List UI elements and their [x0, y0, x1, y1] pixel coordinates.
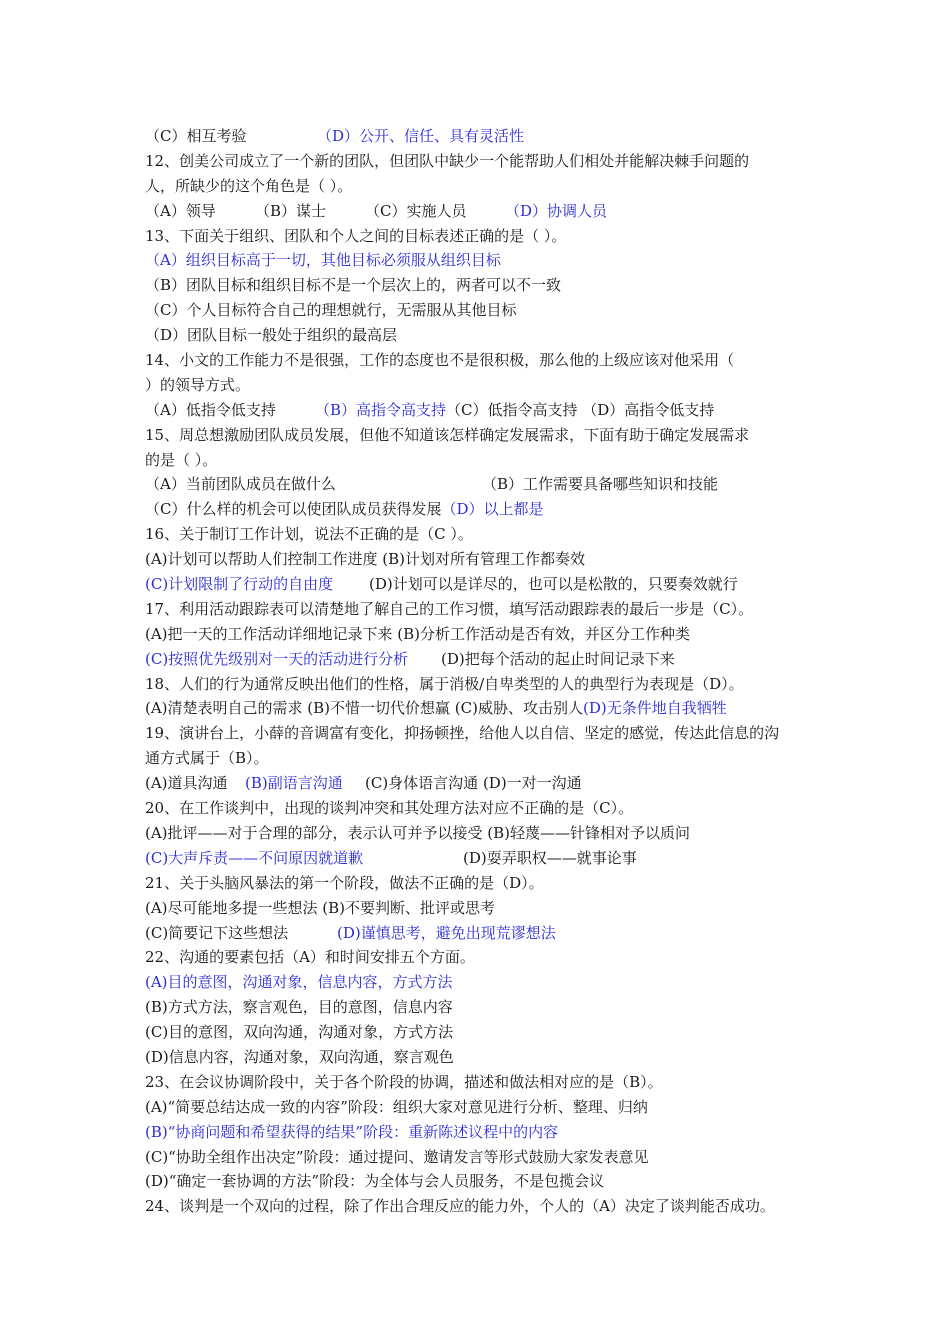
text-line — [145, 921, 825, 946]
question-text: (A)尽可能地多提一些想法 (B)不要判断、批评或思考 — [145, 898, 496, 917]
question-text: (A)批评——对于合理的部分，表示认可并予以接受 (B)轻蔑——针锋相对予以质问 — [145, 823, 691, 842]
question-text: (D)把每个活动的起止时间记录下来 — [441, 649, 675, 668]
text-line — [145, 1194, 825, 1219]
question-text: 的是（ ）。 — [145, 450, 218, 469]
question-text: (D)耍弄职权——就事论事 — [463, 848, 637, 867]
answer-text: (B)“协商问题和希望获得的结果”阶段：重新陈述议程中的内容 — [145, 1122, 559, 1141]
text-line — [145, 945, 825, 970]
question-text: (D)计划可以是详尽的，也可以是松散的，只要奏效就行 — [369, 575, 738, 594]
answer-text: （B）高指令高支持 — [315, 400, 447, 419]
question-text: 18、人们的行为通常反映出他们的性格，属于消极/自卑类型的人的典型行为表现是（D）。 — [145, 674, 744, 693]
question-text: （B）工作需要具备哪些知识和技能 — [482, 475, 719, 494]
question-text: 15、周总想激励团队成员发展，但他不知道该怎样确定发展需求，下面有助于确定发展需求 — [145, 425, 750, 444]
question-text: (B)方式方法，察言观色，目的意图，信息内容 — [145, 998, 453, 1017]
answer-text: (C)按照优先级别对一天的活动进行分析 — [145, 649, 409, 668]
text-line — [145, 472, 825, 497]
question-text: 12、创美公司成立了一个新的团队，但团队中缺少一个能帮助人们相处并能解决棘手问题的 — [145, 151, 750, 170]
question-text: （C）低指令高支持 （D）高指令低支持 — [446, 400, 715, 419]
answer-text: (D)谨慎思考，避免出现荒谬想法 — [337, 923, 556, 942]
text-line — [145, 423, 825, 448]
text-line — [145, 821, 825, 846]
question-text: (D)信息内容，沟通对象，双向沟通，察言观色 — [145, 1047, 454, 1066]
text-line — [145, 323, 825, 348]
text-line — [145, 871, 825, 896]
text-line — [145, 572, 825, 597]
text-line — [145, 348, 825, 373]
answer-text: (C)计划限制了行动的自由度 — [145, 575, 334, 594]
question-text: 通方式属于（B）。 — [145, 749, 269, 768]
question-text: （B）团队目标和组织目标不是一个层次上的，两者可以不一致 — [145, 276, 562, 295]
question-text: （D）团队目标一般处于组织的最高层 — [145, 326, 398, 345]
question-text: （B）谋士 — [255, 201, 327, 220]
question-text: 20、在工作谈判中，出现的谈判冲突和其处理方法对应不正确的是（C）。 — [145, 799, 634, 818]
text-line — [145, 149, 825, 174]
text-line — [145, 199, 825, 224]
text-line — [145, 373, 825, 398]
answer-text: (A)目的意图，沟通对象，信息内容，方式方法 — [145, 973, 453, 992]
question-text: (A)道具沟通 — [145, 774, 228, 793]
question-text: 16、关于制订工作计划，说法不正确的是（C ）。 — [145, 525, 473, 544]
text-line — [145, 1020, 825, 1045]
question-text: (A)计划可以帮助人们控制工作进度 (B)计划对所有管理工作都奏效 — [145, 550, 586, 569]
question-text: （C）实施人员 — [365, 201, 467, 220]
text-line — [145, 995, 825, 1020]
question-text: 24、谈判是一个双向的过程，除了作出合理反应的能力外，个人的（A）决定了谈判能否成功。 — [145, 1197, 775, 1216]
text-line — [145, 597, 825, 622]
text-line — [145, 174, 825, 199]
text-line — [145, 672, 825, 697]
question-text: (C)目的意图，双向沟通，沟通对象，方式方法 — [145, 1023, 454, 1042]
question-text: (C)简要记下这些想法 — [145, 923, 289, 942]
answer-text: (D)无条件地自我牺牲 — [582, 699, 727, 718]
text-line — [145, 721, 825, 746]
text-line — [145, 647, 825, 672]
text-line — [145, 1045, 825, 1070]
text-line — [145, 696, 825, 721]
question-text: （A）低指令低支持 — [145, 400, 276, 419]
text-line — [145, 771, 825, 796]
question-text: 14、小文的工作能力不是很强，工作的态度也不是很积极，那么他的上级应该对他采用（ — [145, 351, 735, 370]
question-text: (A)清楚表明自己的需求 (B)不惜一切代价想赢 (C)威胁、攻击别人 — [145, 699, 583, 718]
text-line — [145, 497, 825, 522]
answer-text: (C)大声斥责——不问原因就道歉 — [145, 848, 364, 867]
answer-text: （D）公开、信任、具有灵活性 — [317, 127, 525, 145]
question-text: (C)“协助全组作出决定”阶段：通过提问、邀请发言等形式鼓励大家发表意见 — [145, 1147, 649, 1166]
text-line — [145, 1095, 825, 1120]
document-page — [145, 124, 825, 1219]
text-line — [145, 622, 825, 647]
question-text: 23、在会议协调阶段中，关于各个阶段的协调，描述和做法相对应的是（B）。 — [145, 1072, 663, 1091]
text-line — [145, 1120, 825, 1145]
question-text: (C)身体语言沟通 (D)一对一沟通 — [365, 774, 582, 793]
question-text: 人，所缺少的这个角色是（ ）。 — [145, 176, 353, 195]
text-line — [145, 124, 825, 149]
question-text: (A)“简要总结达成一致的内容”阶段：组织大家对意见进行分析、整理、归纳 — [145, 1097, 648, 1116]
question-text: (A)把一天的工作活动详细地记录下来 (B)分析工作活动是否有效，并区分工作种类 — [145, 624, 691, 643]
text-line — [145, 248, 825, 273]
question-text: 19、演讲台上，小薛的音调富有变化，抑扬顿挫，给他人以自信、坚定的感觉，传达此信息的沟 — [145, 724, 780, 743]
text-line — [145, 746, 825, 771]
question-text: (D)“确定一套协调的方法”阶段：为全体与会人员服务，不是包揽会议 — [145, 1172, 605, 1191]
answer-text: （D）以上都是 — [441, 500, 544, 519]
answer-text: (B)副语言沟通 — [245, 774, 343, 793]
question-text: 17、利用活动跟踪表可以清楚地了解自己的工作习惯，填写活动跟踪表的最后一步是（C）。 — [145, 599, 754, 618]
question-text: （C）什么样的机会可以使团队成员获得发展 — [145, 500, 442, 519]
question-text: （C）个人目标符合自己的理想就行，无需服从其他目标 — [145, 301, 517, 320]
text-line — [145, 398, 825, 423]
question-text: （C）相互考验 — [145, 127, 247, 145]
answer-text: （A）组织目标高于一切，其他目标必须服从组织目标 — [145, 251, 501, 270]
question-text: 21、关于头脑风暴法的第一个阶段，做法不正确的是（D）。 — [145, 873, 544, 892]
text-line — [145, 1070, 825, 1095]
question-text: ）的领导方式。 — [145, 375, 251, 394]
text-line — [145, 547, 825, 572]
question-text: （A）领导 — [145, 201, 216, 220]
answer-text: （D）协调人员 — [505, 201, 608, 220]
text-line — [145, 1169, 825, 1194]
text-line — [145, 224, 825, 249]
text-line — [145, 522, 825, 547]
text-line — [145, 970, 825, 995]
text-line — [145, 796, 825, 821]
question-text: 13、下面关于组织、团队和个人之间的目标表述正确的是（ ）。 — [145, 226, 567, 245]
text-line — [145, 1145, 825, 1170]
text-line — [145, 846, 825, 871]
question-text: 22、沟通的要素包括（A）和时间安排五个方面。 — [145, 948, 475, 967]
text-line — [145, 298, 825, 323]
question-text: （A）当前团队成员在做什么 — [145, 475, 336, 494]
text-line — [145, 273, 825, 298]
text-line — [145, 448, 825, 473]
text-line — [145, 896, 825, 921]
